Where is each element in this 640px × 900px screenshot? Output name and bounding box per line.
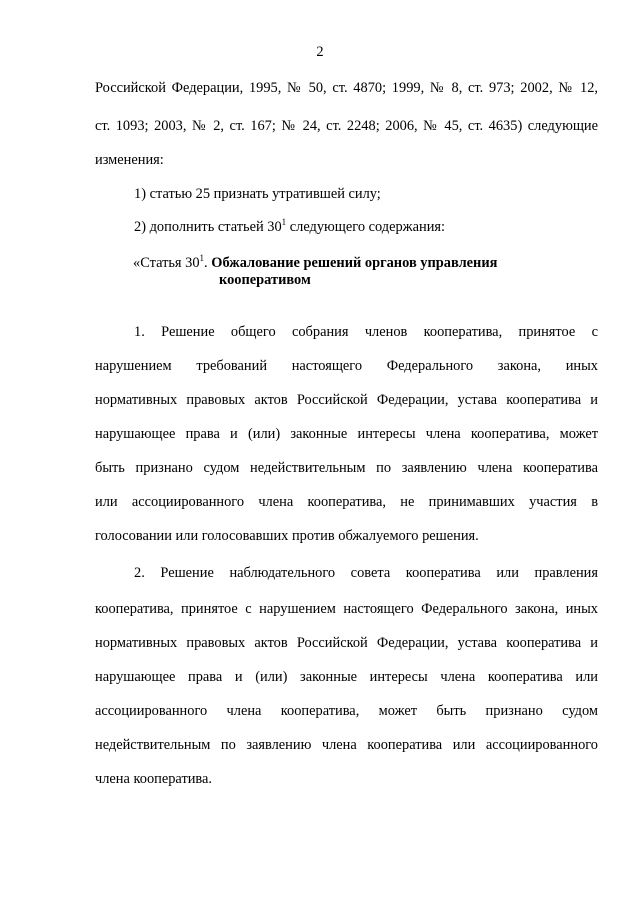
article-heading bbox=[133, 255, 636, 272]
paragraph-line: нарушением требований настоящего Федерального закона, иных bbox=[95, 358, 598, 374]
intro-line: изменения: bbox=[95, 152, 164, 168]
paragraph-line: голосовании или голосовавших против обжалуемого решения. bbox=[95, 528, 479, 544]
list-item bbox=[134, 219, 598, 236]
paragraph-line: нормативных правовых актов Российской Федерации, устава кооператива и bbox=[95, 392, 598, 408]
paragraph-line: или ассоциированного члена кооператива, не принимавших участия в bbox=[95, 494, 598, 510]
paragraph-line: нормативных правовых актов Российской Федерации, устава кооператива и bbox=[95, 635, 598, 651]
paragraph-line: члена кооператива. bbox=[95, 771, 213, 787]
list-item-text: статью 25 признать утратившей силу; bbox=[149, 186, 381, 202]
list-item bbox=[134, 186, 598, 203]
superscript: 1 bbox=[199, 253, 205, 264]
list-item-text: дополнить статьей 30 bbox=[149, 219, 282, 235]
paragraph-line: быть признано судом недействительным по заявлению члена кооператива bbox=[95, 460, 598, 476]
paragraph-line: 2. Решение наблюдательного совета кооператива или правления bbox=[134, 565, 598, 581]
article-label: «Статья 30 bbox=[133, 255, 200, 271]
article-label: . bbox=[204, 255, 212, 271]
paragraph-line: 1. Решение общего собрания членов кооператива, принятое с bbox=[134, 324, 598, 340]
page-number: 2 bbox=[316, 44, 324, 60]
paragraph-line: недействительным по заявлению члена кооператива или ассоциированного bbox=[95, 737, 598, 753]
superscript: 1 bbox=[281, 217, 287, 228]
article-title: кооперативом bbox=[219, 272, 311, 288]
paragraph-line: нарушающее права и (или) законные интересы члена кооператива или bbox=[95, 669, 598, 685]
paragraph-line: ассоциированного члена кооператива, может быть признано судом bbox=[95, 703, 598, 719]
list-item-number: 2) bbox=[134, 219, 146, 235]
intro-line: Российской Федерации, 1995, № 50, ст. 4870; 1999, № 8, ст. 973; 2002, № 12, bbox=[95, 80, 598, 96]
intro-line: ст. 1093; 2003, № 2, ст. 167; № 24, ст. 2248; 2006, № 45, ст. 4635) следующие bbox=[95, 118, 598, 134]
list-item-text: следующего содержания: bbox=[286, 219, 446, 235]
paragraph-line: нарушающее права и (или) законные интересы члена кооператива, может bbox=[95, 426, 598, 442]
article-title: Обжалование решений органов управления bbox=[211, 255, 498, 271]
list-item-number: 1) bbox=[134, 186, 146, 202]
paragraph-line: кооператива, принятое с нарушением настоящего Федерального закона, иных bbox=[95, 601, 598, 617]
